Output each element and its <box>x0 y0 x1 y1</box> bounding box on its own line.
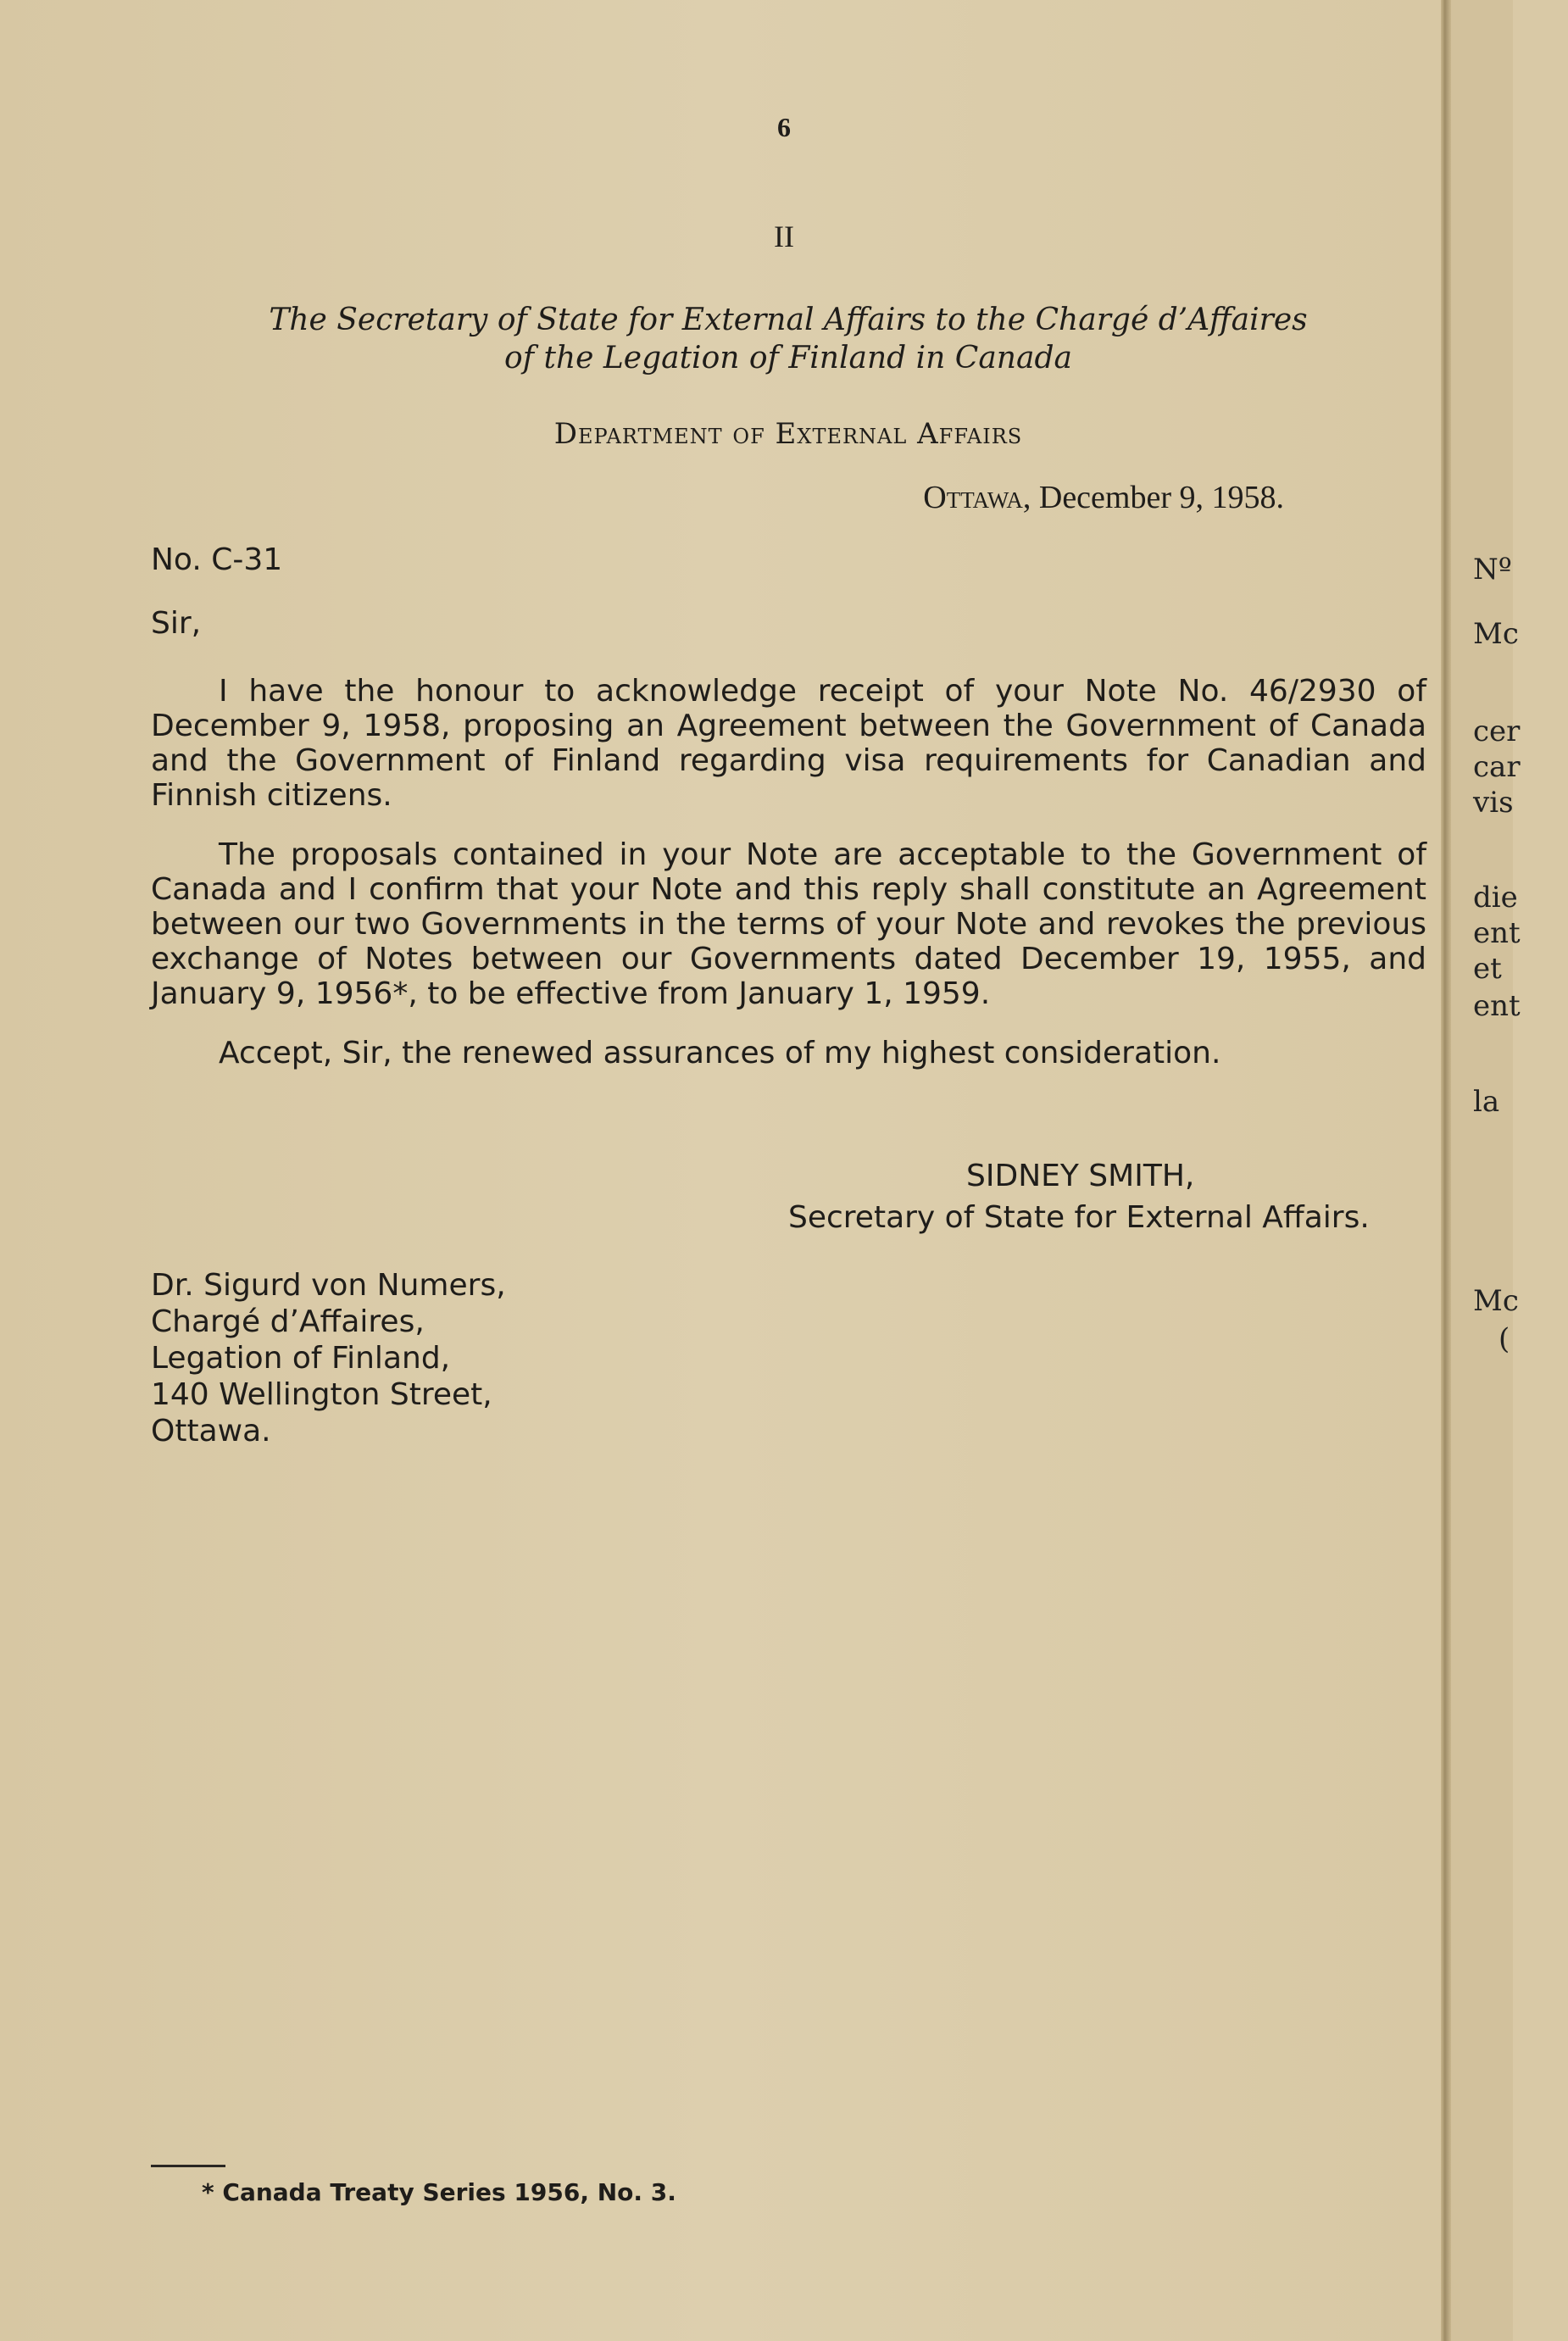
dateline <box>923 479 1284 516</box>
address-line: 140 Wellington Street, <box>151 1377 492 1412</box>
address-line: Chargé d’Affaires, <box>151 1304 425 1339</box>
adjacent-fragment: Mc <box>1473 1284 1519 1318</box>
adjacent-fragment: Mc <box>1473 617 1519 651</box>
adjacent-fragment: car <box>1473 750 1521 784</box>
adjacent-fragment: die <box>1473 881 1518 915</box>
body-paragraph-2: The proposals contained in your Note are acceptable to the Government of Canada and I confirm that your Note and this reply shall constitute an Agreement between our two Governments in the terms of your Note and revokes the previous exchange of Notes between our Governments dated December 19, 1955, and January 9, 1956*, to be effective from January 1, 1959. <box>151 837 1426 1011</box>
adjacent-fragment: la <box>1473 1085 1500 1119</box>
body-paragraph-1: I have the honour to acknowledge receipt of your Note No. 46/2930 of December 9, 1958, proposing an Agreement between the Government of Canada and the Government of Finland regarding visa requirements for Canadian and Finnish citizens. <box>151 674 1426 813</box>
adjacent-fragment: et <box>1473 952 1502 986</box>
adjacent-fragment: ent <box>1473 989 1521 1023</box>
address-line: Dr. Sigurd von Numers, <box>151 1268 506 1303</box>
dateline-place: Ottawa, <box>923 480 1031 515</box>
salutation: Sir, <box>151 606 202 641</box>
title-line-2: of the Legation of Finland in Canada <box>504 341 1072 375</box>
signatory-title: Secretary of State for External Affairs. <box>788 1200 1370 1235</box>
department-heading: Department of External Affairs <box>553 417 1023 451</box>
section-number: II <box>774 220 794 253</box>
adjacent-fragment: ( <box>1498 1322 1510 1356</box>
adjacent-fragment: vis <box>1473 786 1514 820</box>
closing-paragraph: Accept, Sir, the renewed assurances of my highest consideration. <box>219 1036 1221 1070</box>
title-line-1: The Secretary of State for External Affairs to the Chargé d’Affaires <box>269 303 1308 337</box>
footnote: * Canada Treaty Series 1956, No. 3. <box>202 2178 676 2206</box>
adjacent-page-edge <box>1451 0 1521 2341</box>
recipient-address <box>151 1267 506 1449</box>
note-reference: No. C-31 <box>151 542 283 577</box>
footnote-rule <box>151 2165 225 2167</box>
signatory-name: SIDNEY SMITH, <box>966 1159 1195 1193</box>
adjacent-fragment: Nº <box>1473 553 1512 587</box>
address-line: Ottawa. <box>151 1414 271 1449</box>
adjacent-fragment: cer <box>1473 715 1521 748</box>
book-gutter <box>1441 0 1451 2341</box>
page-number: 6 <box>777 112 791 142</box>
address-line: Legation of Finland, <box>151 1341 451 1376</box>
letter-title <box>153 301 1424 377</box>
dateline-date: December 9, 1958. <box>1031 480 1284 515</box>
adjacent-fragment: ent <box>1473 916 1521 950</box>
